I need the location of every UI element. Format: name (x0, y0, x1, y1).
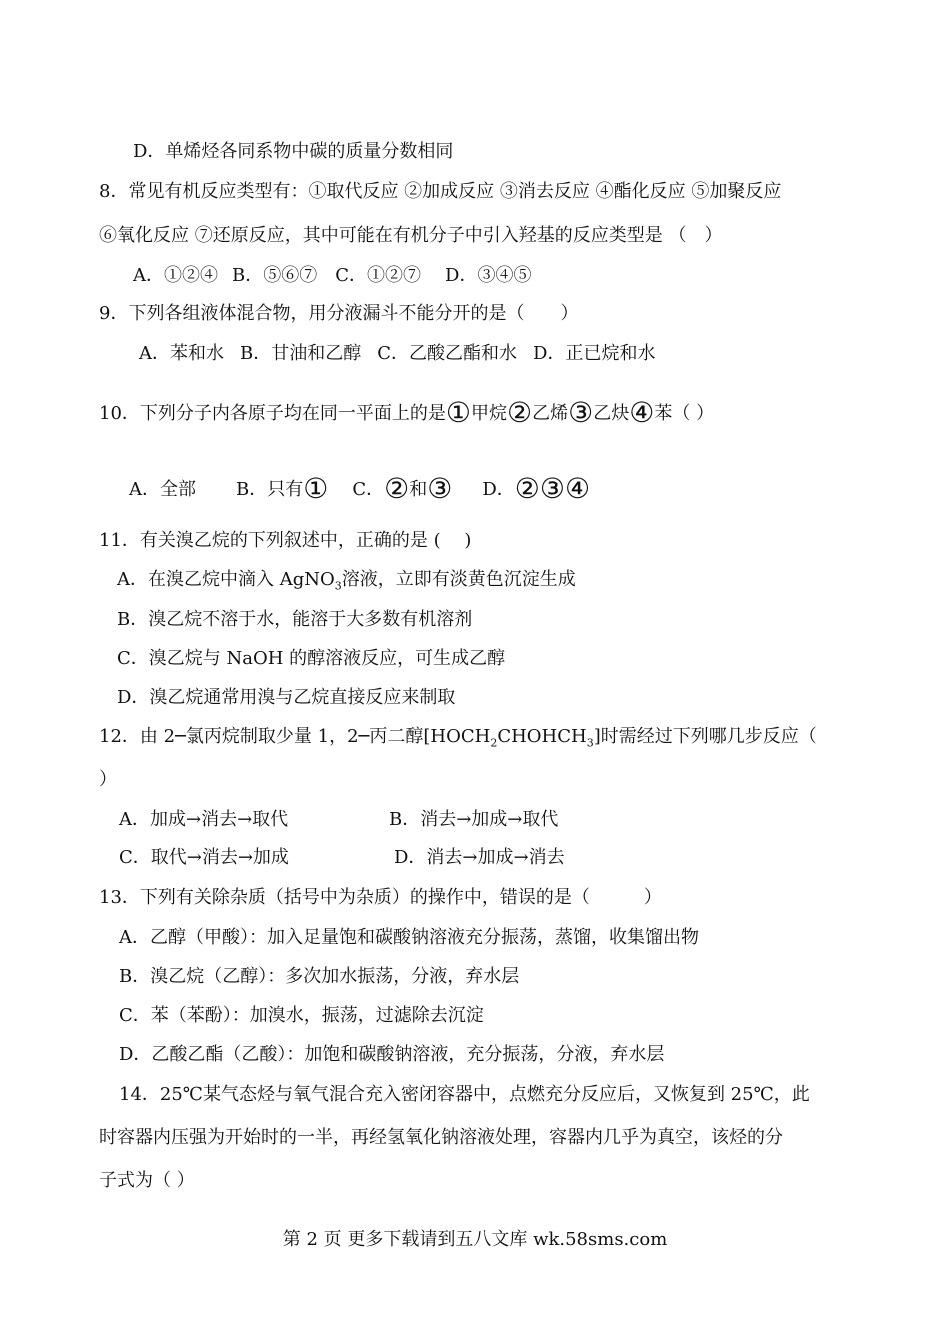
q10-acetylene: 乙炔 (593, 403, 630, 424)
q9-stem: 9．下列各组液体混合物，用分液漏斗不能分开的是（ ） (99, 303, 579, 324)
q12-option-a: A．加成→消去→取代 (119, 809, 289, 830)
q13-option-a: A．乙醇（甲酸）：加入足量饱和碳酸钠溶液充分振荡，蒸馏，收集馏出物 (119, 927, 699, 948)
q10-option-c-and: 和 (409, 479, 428, 500)
q12-option-b: B．消去→加成→取代 (389, 809, 559, 830)
q9-options (139, 342, 655, 366)
q12-option-d: D．消去→加成→消去 (394, 847, 565, 868)
q13-option-b: B．溴乙烷（乙醇）：多次加水振荡，分液，弃水层 (119, 966, 520, 987)
q10-circled-2: ② (507, 396, 533, 429)
q11-option-c: C．溴乙烷与 NaOH 的醇溶液反应，可生成乙醇 (117, 648, 506, 669)
q14-stem-line1: 14．25℃某气态烃与氧气混合充入密闭容器中，点燃充分反应后，又恢复到 25℃，此 (119, 1084, 810, 1105)
q14-stem-line2: 时容器内压强为开始时的一半，再经氢氧化钠溶液处理，容器内几乎为真空，该烃的分 (99, 1127, 783, 1148)
q12-stem (99, 725, 817, 749)
q10-option-d-nums: ②③④ (514, 472, 591, 505)
q11-option-a-subscript: 3 (334, 579, 342, 593)
q8-stem-line1: 8．常见有机反应类型有：①取代反应 ②加成反应 ③消去反应 ④酯化反应 ⑤加聚反应 (99, 181, 782, 202)
q12-stem-end: ]时需经过下列哪几步反应（ (593, 726, 817, 747)
q12-stem-continuation: ） (99, 769, 117, 790)
page-footer: 第 2 页 更多下载请到五八文库 wk.58sms.com (282, 1229, 668, 1250)
q10-option-c-label: C． (352, 479, 385, 500)
q10-option-c-num1: ② (384, 472, 410, 505)
q10-ethylene: 乙烯 (532, 403, 569, 424)
q10-methane: 甲烷 (471, 403, 508, 424)
q10-benzene: 苯（ ） (654, 403, 715, 424)
q8-stem-line2: ⑥氧化反应 ⑦还原反应，其中可能在有机分子中引入羟基的反应类型是 （ ） (99, 225, 723, 246)
q12-stem-mid: CHOHCH (497, 726, 587, 747)
q12-subscript-1: 2 (490, 736, 498, 750)
q10-circled-1: ① (445, 396, 472, 429)
q13-stem: 13．下列有关除杂质（括号中为杂质）的操作中，错误的是（ ） (99, 887, 662, 908)
q12-subscript-2: 3 (586, 736, 594, 750)
q11-option-d: D．溴乙烷通常用溴与乙烷直接反应来制取 (117, 687, 456, 708)
q10-option-d-label: D． (482, 479, 515, 500)
q11-stem: 11．有关溴乙烷的下列叙述中，正确的是 ( ) (99, 530, 472, 551)
q8-option-d: D．③④⑤ (445, 265, 532, 286)
q10-option-c-num2: ③ (427, 472, 453, 505)
q9-option-b: B．甘油和乙醇 (240, 343, 362, 364)
q10-option-a: A．全部 (129, 479, 196, 500)
q11-option-b: B．溴乙烷不溶于水，能溶于大多数有机溶剂 (117, 609, 473, 630)
q11-option-a (117, 568, 576, 592)
q9-option-c: C．乙酸乙酯和水 (377, 343, 518, 364)
q12-option-c: C．取代→消去→加成 (119, 847, 289, 868)
q8-option-a: A．①②④ (133, 265, 218, 286)
q11-option-a-rest: 溶液，立即有淡黄色沉淀生成 (341, 569, 576, 590)
q10-circled-3: ③ (568, 396, 594, 429)
q13-option-d: D．乙酸乙酯（乙酸）：加饱和碳酸钠溶液，充分振荡，分液，弃水层 (119, 1044, 665, 1065)
q10-option-b-num: ① (303, 472, 329, 505)
q8-option-b: B．⑤⑥⑦ (232, 265, 318, 286)
q12-stem-text: 12．由 2─氯丙烷制取少量 1，2─丙二醇[HOCH (99, 726, 491, 747)
q10-options (129, 473, 590, 505)
q9-option-a: A．苯和水 (139, 343, 224, 364)
q9-option-d: D．正已烷和水 (533, 343, 656, 364)
q10-option-b-text: B．只有 (236, 479, 304, 500)
q14-stem-line3: 子式为（ ） (99, 1170, 195, 1191)
q7-option-d: D．单烯烃各同系物中碳的质量分数相同 (133, 141, 454, 162)
q8-option-c: C．①②⑦ (335, 265, 422, 286)
q10-stem-prefix: 10．下列分子内各原子均在同一平面上的是 (99, 403, 446, 424)
q10-circled-4: ④ (629, 396, 655, 429)
q10-stem (99, 397, 714, 429)
q8-options (133, 264, 531, 288)
q11-option-a-text: A．在溴乙烷中滴入 AgNO (117, 569, 335, 590)
q13-option-c: C．苯（苯酚）：加溴水，振荡，过滤除去沉淀 (119, 1005, 484, 1026)
